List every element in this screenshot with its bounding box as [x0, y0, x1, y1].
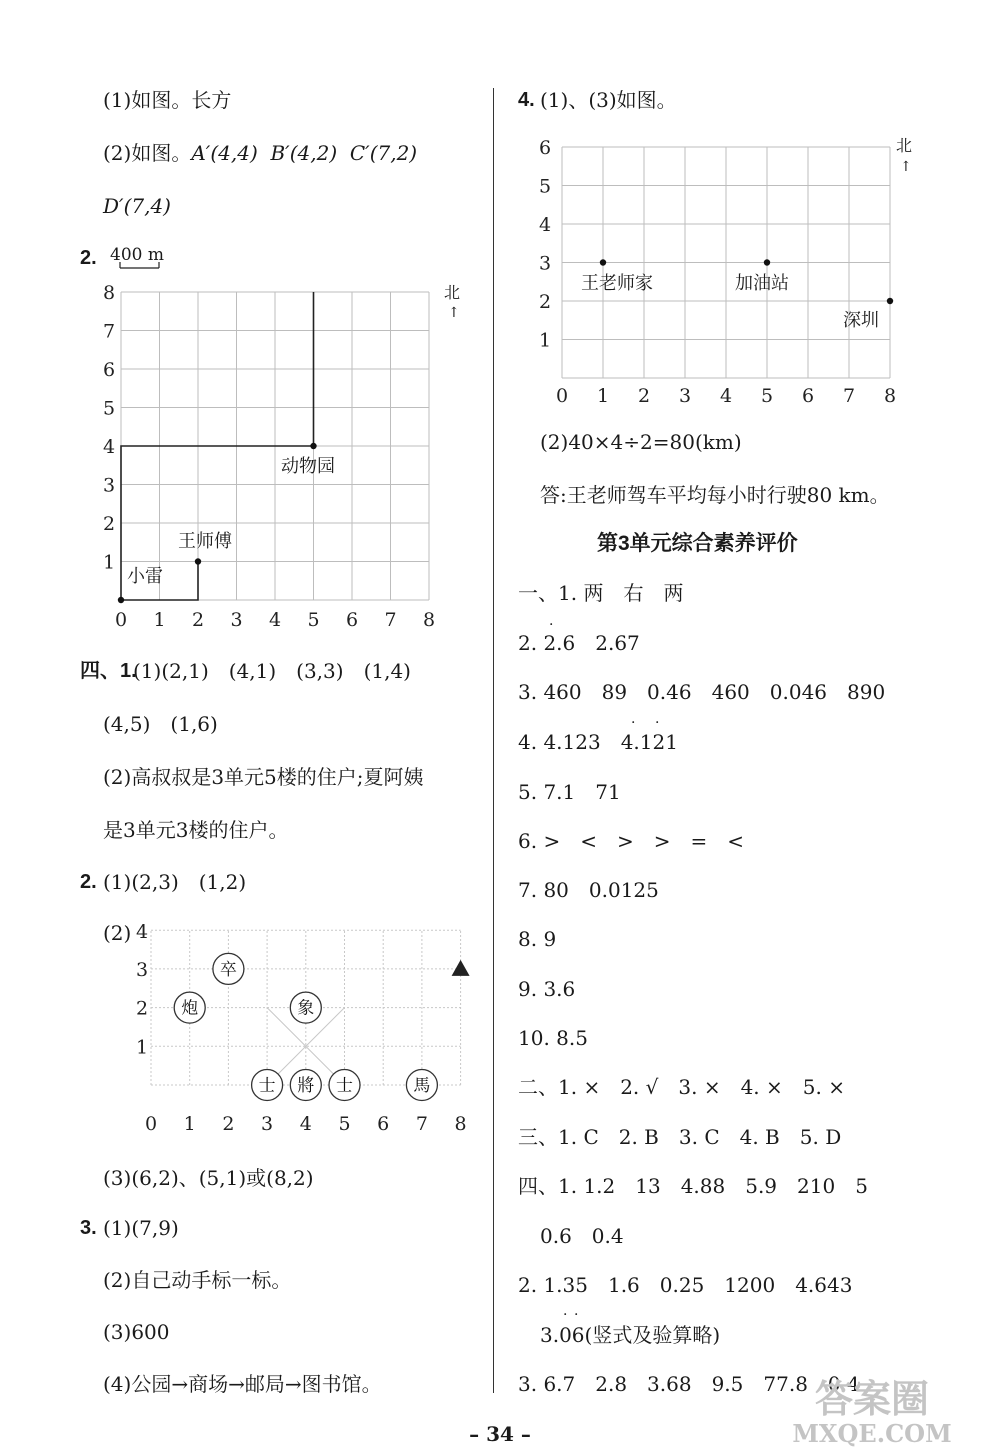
chess-piece-label: 士: [258, 1076, 276, 1096]
label-zoo: 动物园: [281, 456, 335, 477]
answer-4-1-d: 是3单元3楼的住户。: [103, 818, 289, 842]
y-tick-label: 2: [538, 291, 552, 313]
triangle-marker-icon: [452, 960, 470, 976]
chess-piece-label: 卒: [219, 959, 237, 980]
answer-4-1-a: (1)(2,1) (4,1) (3,3) (1,4): [133, 659, 411, 683]
x-tick-label: 0: [144, 1113, 158, 1135]
x-tick-label: 1: [183, 1113, 196, 1135]
x-tick-label: 8: [454, 1113, 467, 1135]
y-tick-label: 5: [102, 397, 116, 420]
location-dot: [310, 443, 316, 449]
answer-1-1: (1)如图。长方: [103, 88, 232, 112]
point-d: D′(7,4): [103, 194, 171, 218]
y-tick-label: 3: [135, 958, 149, 981]
answer-4-3-b: (2)自己动手标一标。: [103, 1268, 292, 1292]
recurring-dot: ·: [563, 1307, 568, 1323]
answer-row-10: 10. 8.5: [518, 1026, 588, 1050]
y-tick-label: 4: [102, 436, 116, 458]
answer-row-3: 3. 460 89 0.46 460 0.046 890: [518, 680, 886, 704]
y-tick-label: 2: [102, 513, 116, 535]
recurring-dot: ·: [549, 617, 554, 633]
chess-piece-label: 士: [336, 1076, 353, 1096]
chess-piece-label: 馬: [413, 1076, 431, 1096]
column-divider: [493, 88, 494, 1393]
answer-q4-c: 答:王老师驾车平均每小时行驶80 km。: [540, 483, 890, 507]
question-4-3-number: 3.: [80, 1217, 97, 1239]
answer-row-4: 4. 4.123 4.121: [518, 730, 678, 754]
x-tick-label: 0: [555, 385, 569, 407]
answer-row-11: 二、1. × 2. √ 3. × 4. × 5. ×: [518, 1075, 845, 1099]
answer-4-1-c: (2)高叔叔是3单元5楼的住户;夏阿姨: [103, 765, 424, 789]
answer-row-13: 四、1. 1.2 13 4.88 5.9 210 5: [518, 1174, 868, 1198]
location-dot: [118, 597, 124, 603]
north-arrow-icon: ↑: [900, 159, 912, 175]
x-tick-label: 4: [299, 1113, 312, 1135]
answer-4-3-c: (3)600: [103, 1320, 170, 1344]
answer-4-2-b-prefix: (2): [103, 921, 132, 945]
y-tick-label: 3: [102, 474, 116, 497]
x-tick-label: 6: [377, 1113, 390, 1135]
location-dot: [600, 259, 606, 265]
answer-row-1: 一、1. 两 右 两: [518, 581, 684, 605]
x-tick-label: 3: [678, 385, 692, 407]
label-shenzhen: 深圳: [843, 310, 879, 331]
answer-4-2-c: (3)(6,2)、(5,1)或(8,2): [103, 1166, 314, 1190]
label-xiaolei: 小雷: [127, 566, 163, 587]
north-label: 北: [444, 283, 461, 302]
answer-row-7: 7. 80 0.0125: [518, 878, 659, 902]
north-label-2: 北: [896, 136, 913, 155]
page-number: – 34 –: [469, 1422, 531, 1446]
answer-4-3-d: (4)公园→商场→邮局→图书馆。: [103, 1372, 382, 1396]
x-tick-label: 2: [222, 1113, 235, 1135]
svg-text:答案圈: 答案圈: [814, 1376, 930, 1421]
x-tick-label: 8: [883, 385, 897, 407]
recurring-dot: ·: [631, 715, 636, 731]
location-dot: [195, 558, 201, 564]
scale-label: 400 m: [110, 245, 164, 265]
label-wang: 王师傅: [178, 531, 232, 552]
answer-row-16: 3.06(竖式及验算略): [540, 1323, 721, 1347]
x-tick-label: 3: [230, 609, 243, 631]
y-tick-label: 4: [135, 921, 149, 944]
answer-q4-b: (2)40×4÷2=80(km): [540, 430, 742, 454]
x-tick-label: 2: [191, 609, 205, 631]
y-tick-label: 1: [135, 1036, 149, 1059]
answer-row-2: 2. 2.6 2.67: [518, 631, 640, 655]
x-tick-label: 1: [596, 385, 610, 407]
y-tick-label: 3: [538, 252, 552, 275]
answer-1-2-prefix: (2)如图。: [103, 141, 192, 165]
answer-row-17: 3. 6.7 2.8 3.68 9.5 77.8 0.4: [518, 1372, 860, 1396]
answer-row-9: 9. 3.6: [518, 977, 576, 1001]
point-b: B′(4,2): [270, 141, 338, 165]
question-2-number: 2.: [80, 247, 97, 269]
x-tick-label: 8: [422, 609, 436, 631]
section-title: 第3单元综合素养评价: [597, 532, 798, 555]
x-tick-label: 0: [114, 609, 128, 631]
y-tick-label: 5: [538, 175, 552, 198]
x-tick-label: 5: [760, 385, 774, 407]
svg-text:MXQE.COM: MXQE.COM: [792, 1419, 952, 1448]
x-tick-label: 1: [153, 609, 166, 631]
north-arrow-icon: ↑: [448, 305, 460, 321]
x-tick-label: 7: [384, 609, 397, 631]
x-tick-label: 5: [338, 1113, 351, 1135]
x-tick-label: 4: [719, 385, 733, 407]
question-4-number: 4.: [518, 89, 535, 111]
answer-row-6: 6. > < > > = <: [518, 829, 744, 853]
label-gas-station: 加油站: [735, 273, 789, 294]
location-dot: [764, 259, 770, 265]
chess-piece-label: 將: [297, 1076, 315, 1096]
answer-4-1-b: (4,5) (1,6): [103, 712, 218, 736]
answer-4-2-a: (1)(2,3) (1,2): [103, 870, 247, 894]
answer-1-2: [103, 143, 417, 163]
chess-piece-label: 炮: [181, 998, 199, 1019]
recurring-dot: ·: [574, 1307, 579, 1323]
answer-q4-a: (1)、(3)如图。: [540, 88, 677, 112]
answer-row-15: 2. 1.35 1.6 0.25 1200 4.643: [518, 1273, 853, 1297]
y-tick-label: 1: [538, 329, 552, 352]
x-tick-label: 3: [261, 1113, 274, 1135]
y-tick-label: 6: [102, 359, 116, 381]
x-tick-label: 6: [345, 609, 359, 631]
y-tick-label: 6: [538, 137, 552, 159]
question-4-2-number: 2.: [80, 871, 97, 893]
section-4-number: 四、1.: [80, 660, 137, 682]
answer-4-3-a: (1)(7,9): [103, 1216, 179, 1240]
location-dot: [887, 298, 893, 304]
x-tick-label: 6: [801, 385, 815, 407]
answer-row-14: 0.6 0.4: [540, 1224, 624, 1248]
y-tick-label: 7: [102, 320, 116, 343]
x-tick-label: 7: [415, 1113, 428, 1135]
point-a: A′(4,4): [191, 141, 258, 165]
y-tick-label: 1: [102, 551, 116, 574]
answer-row-5: 5. 7.1 71: [518, 780, 621, 804]
x-tick-label: 2: [637, 385, 651, 407]
label-home: 王老师家: [581, 273, 653, 294]
x-tick-label: 7: [842, 385, 856, 407]
y-tick-label: 8: [102, 282, 116, 304]
y-tick-label: 4: [538, 214, 552, 236]
y-tick-label: 2: [135, 997, 149, 1020]
point-c: C′(7,2): [349, 141, 418, 165]
x-tick-label: 5: [307, 609, 320, 631]
recurring-dot: ·: [655, 715, 660, 731]
answer-row-8: 8. 9: [518, 927, 557, 951]
chess-piece-label: 象: [297, 998, 315, 1019]
answer-row-12: 三、1. C 2. B 3. C 4. B 5. D: [518, 1125, 842, 1149]
route-to-zoo: [121, 292, 314, 600]
x-tick-label: 4: [268, 609, 282, 631]
